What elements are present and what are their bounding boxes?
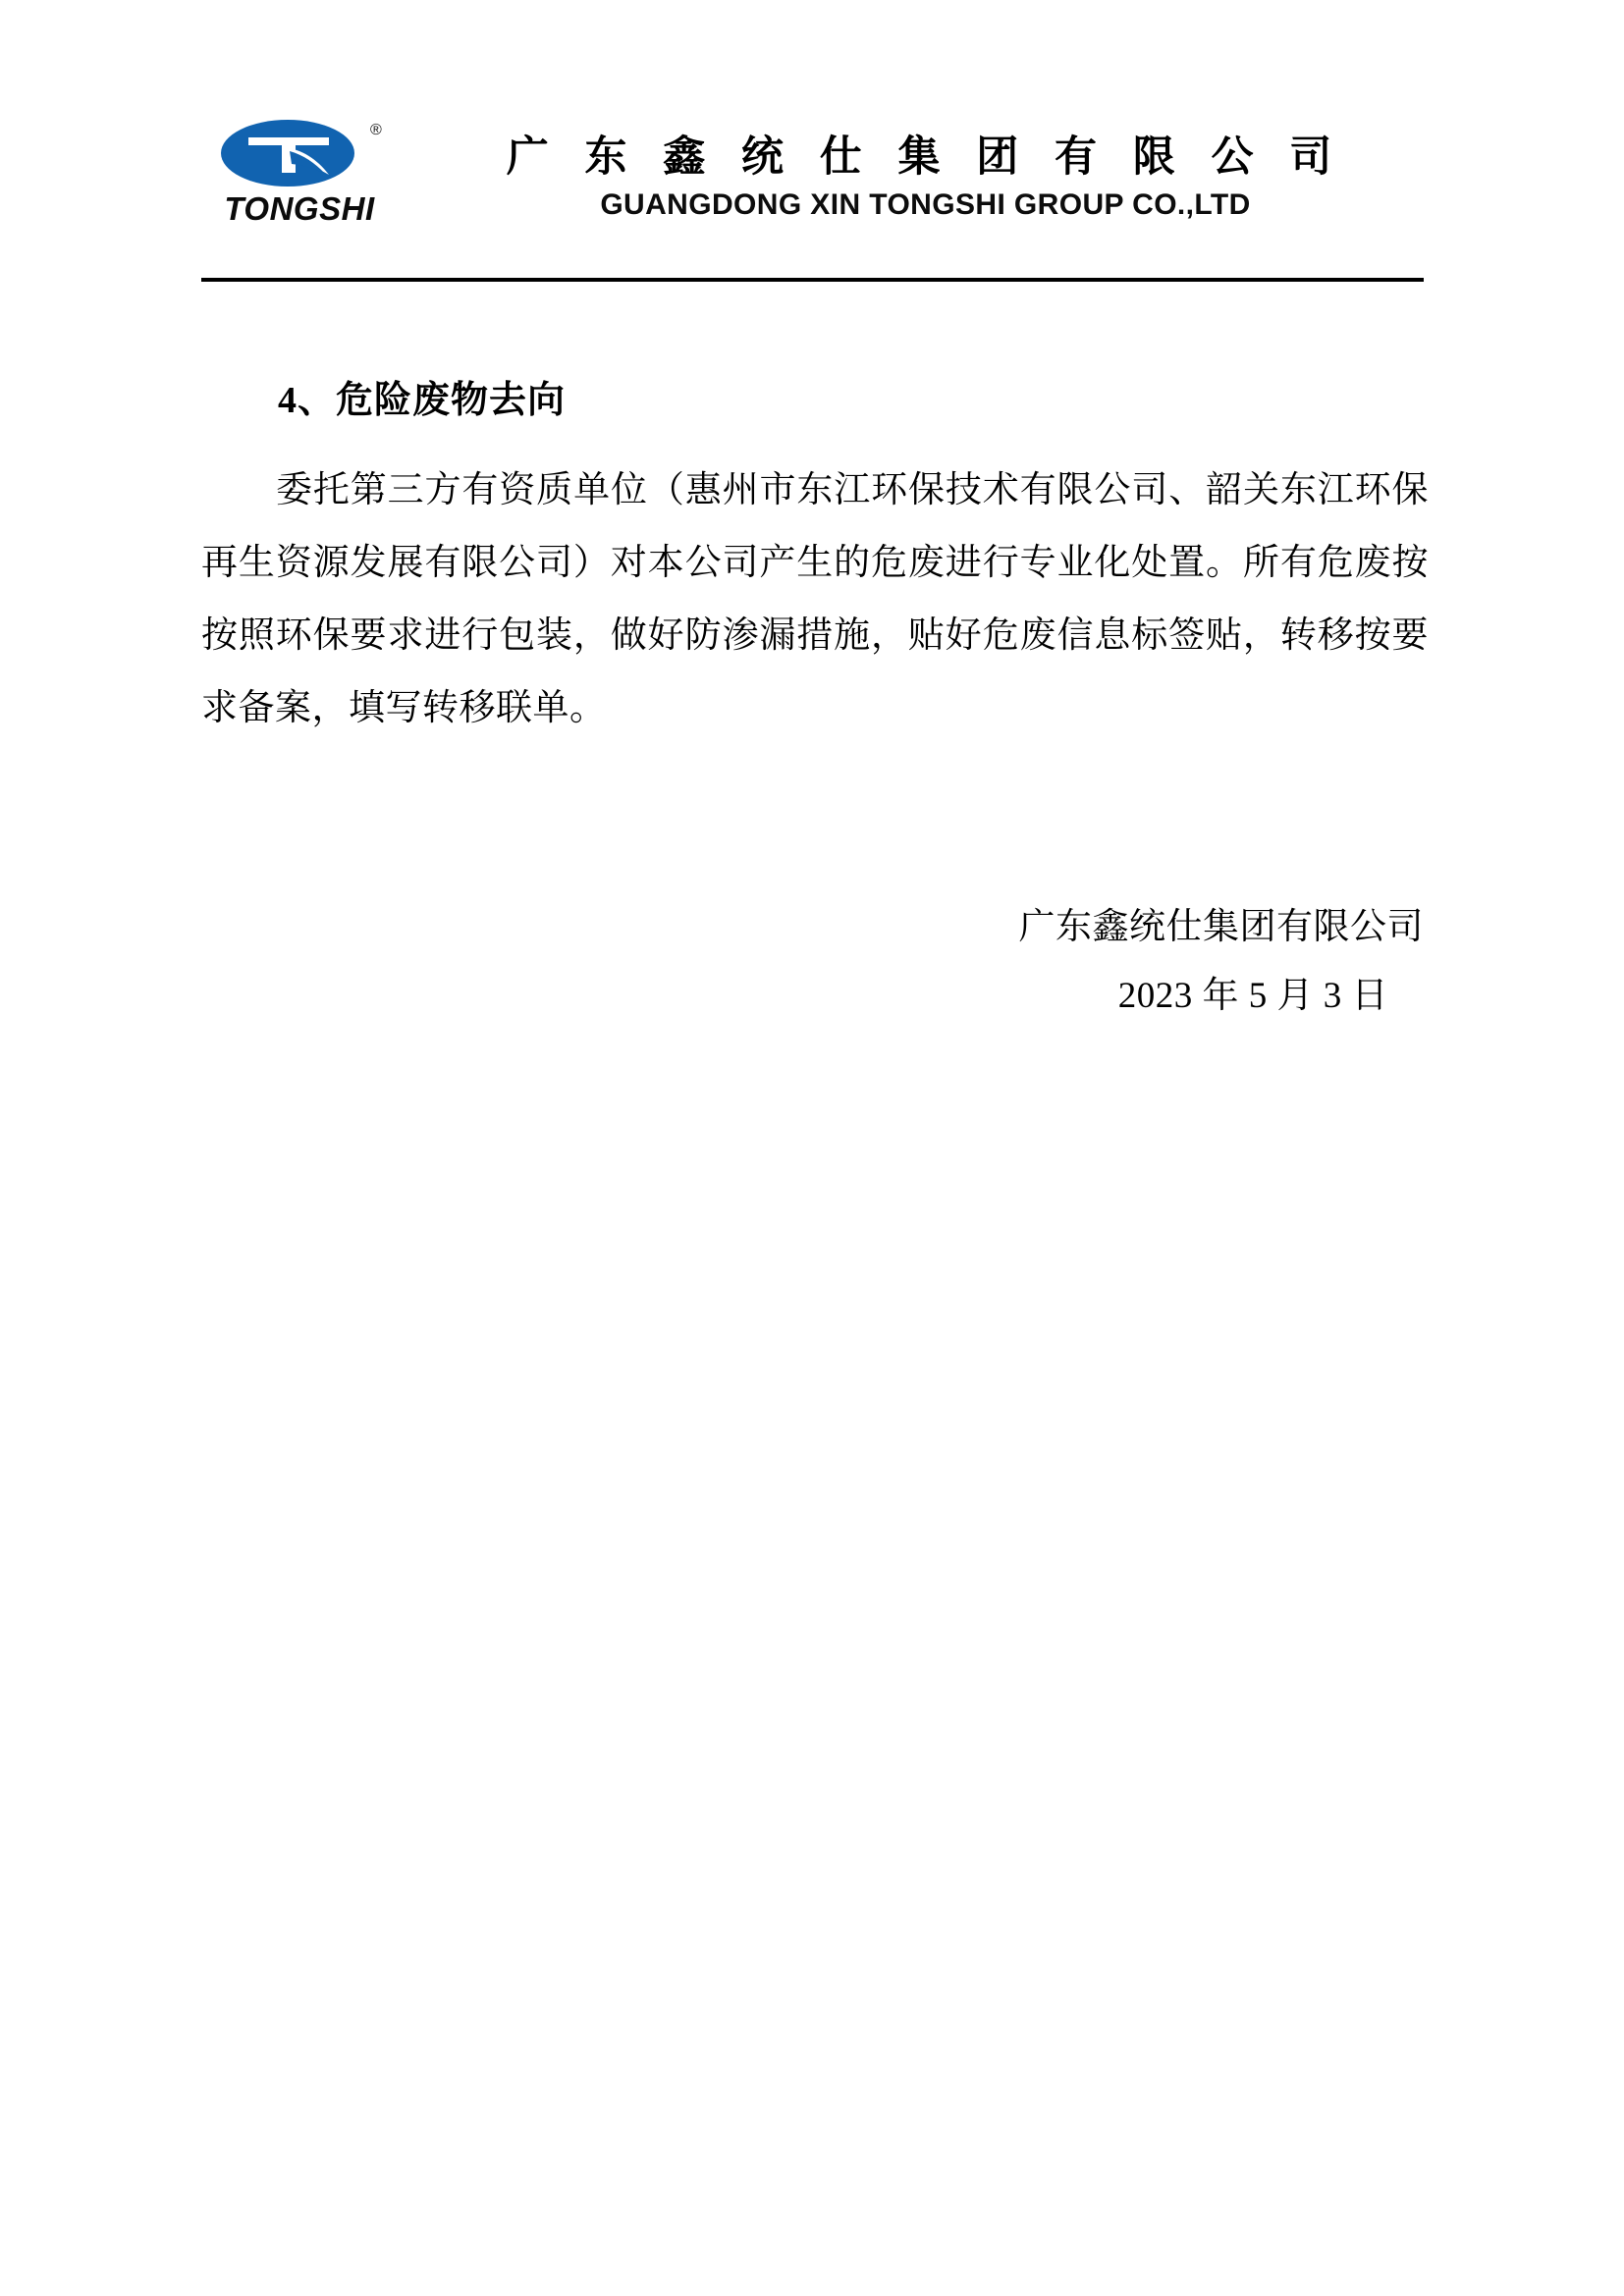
logo-wordmark: TONGSHI [224, 190, 375, 227]
section-title: 4、危险废物去向 [278, 380, 567, 421]
letterhead [201, 118, 1424, 245]
body-paragraph: 委托第三方有资质单位（惠州市东江环保技术有限公司、韶关东江环保再生资源发展有限公司）对本公司产生的危废进行专业化处置。所有危废按按照环保要求进行包装，做好防渗漏措施，贴好危废信息标签贴，转移按要求备案，填写转移联单。 [201, 470, 1429, 728]
company-name-english: GUANGDONG XIN TONGSHI GROUP CO.,LTD [600, 188, 1251, 221]
header-divider [201, 278, 1424, 282]
tongshi-logo-icon [219, 118, 371, 194]
document-body [201, 373, 1429, 745]
registered-trademark-icon: ® [370, 122, 382, 138]
signature-company: 广东鑫统仕集团有限公司 [1018, 907, 1424, 947]
company-name-chinese: 广 东 鑫 统 仕 集 团 有 限 公 司 [506, 134, 1345, 181]
signature-date: 2023 年 5 月 3 日 [1117, 976, 1388, 1017]
company-logo [201, 118, 417, 236]
signature-block [201, 893, 1502, 1032]
